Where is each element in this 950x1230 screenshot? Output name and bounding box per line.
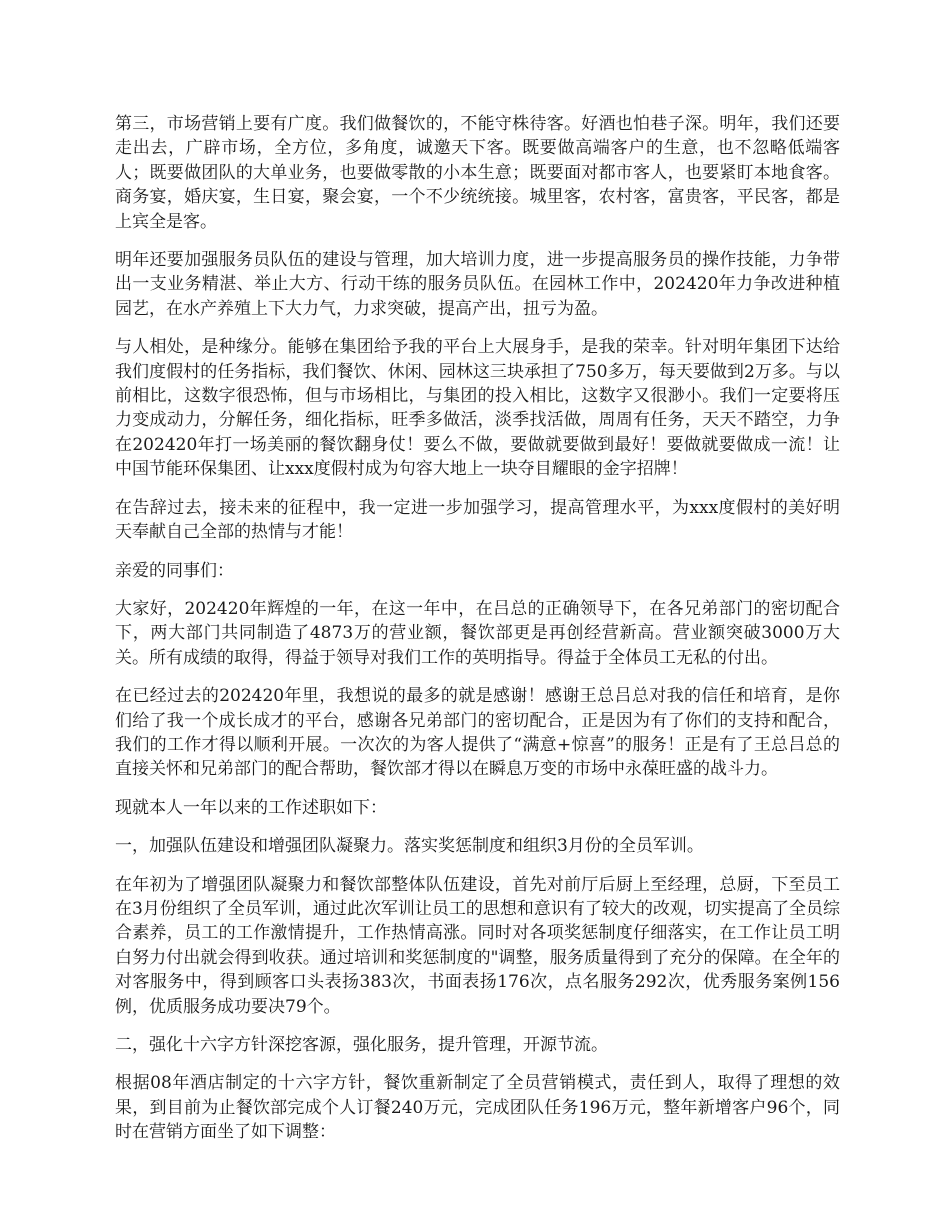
- paragraph-report-intro: 现就本人一年以来的工作述职如下：: [115, 797, 387, 818]
- paragraph-staff-training: 明年还要加强服务员队伍的建设与管理，加大培训力度，进一步提高服务员的操作技能，力争带出一支业务精湛、举止大方、行动干练的服务员队伍。在园林工作中，202420年力争改进种植园艺，在水产养殖上下大力气，力求突破，提高产出，扭亏为盈。: [115, 250, 840, 319]
- paragraph-commitment: 在告辞过去，接未来的征程中，我一定进一步加强学习，提高管理水平，为xxx度假村的美好明天奉献自己全部的热情与才能！: [115, 497, 840, 543]
- paragraph-sales-results: 根据08年酒店制定的十六字方针，餐饮重新制定了全员营销模式，责任到人，取得了理想的效果，到目前为止餐饮部完成个人订餐240万元，完成团队任务196万元，整年新增客户96个，同时在营销方面坐了如下调整：: [115, 1073, 840, 1143]
- paragraph-task-targets: 与人相处，是种缘分。能够在集团给予我的平台上大展身手，是我的荣幸。针对明年集团下达给我们度假村的任务指标，我们餐饮、休闲、园林这三块承担了750多万，每天要做到2万多。与以前相比，这数字很恐怖，但与市场相比，与集团的投入相比，这数字又很渺小。我们一定要将压力变成动力，分解任务，细化指标，旺季多做活，淡季找活做，周周有任务，天天不踏空，力争在202420年打一场美丽的餐饮翻身仗！要么不做，要做就要做到最好！要做就要做成一流！让中国节能环保集团、让xxx度假村成为句容大地上一块夺目耀眼的金字招牌！: [115, 337, 840, 480]
- paragraph-marketing-breadth: 第三，市场营销上要有广度。我们做餐饮的，不能守株待客。好酒也怕巷子深。明年，我们还要走出去，广辟市场，全方位，多角度，诚邀天下客。既要做高端客户的生意，也不忽略低端客人；既要做团队的大单业务，也要做零散的小本生意；既要面对都市客人，也要紧盯本地食客。商务宴，婚庆宴，生日宴，聚会宴，一个不少统统接。城里客，农村客，富贵客，平民客，都是上宾全是客。: [115, 114, 840, 232]
- paragraph-salutation: 亲爱的同事们：: [115, 560, 234, 581]
- document-page: [115, 112, 840, 1159]
- paragraph-military-training: 在年初为了增强团队凝聚力和餐饮部整体队伍建设，首先对前厅后厨上至经理，总厨，下至员工在3月份组织了全员军训，通过此次军训让员工的思想和意识有了较大的改观，切实提高了全员综合素养，员工的工作激情提升，工作热情高涨。同时对各项奖惩制度仔细落实，在工作让员工明白努力付出就会得到收获。通过培训和奖惩制度的"调整，服务质量得到了充分的保障。在全年的对客服务中，得到顾客口头表扬383次，书面表扬176次，点名服务292次，优秀服务案例156例，优质服务成功要决79个。: [115, 874, 840, 1017]
- paragraph-greeting-results: 大家好，202420年辉煌的一年，在这一年中，在吕总的正确领导下，在各兄弟部门的密切配合下，两大部门共同制造了4873万的营业额，餐饮部更是再创经营新高。营业额突破3000万大关。所有成绩的取得，得益于领导对我们工作的英明指导。得益于全体员工无私的付出。: [115, 598, 840, 668]
- paragraph-heading-sixteen-principles: 二，强化十六字方针深挖客源，强化服务，提升管理，开源节流。: [115, 1035, 608, 1055]
- paragraph-heading-team-building: 一，加强队伍建设和增强团队凝聚力。落实奖惩制度和组织3月份的全员军训。: [115, 836, 704, 857]
- paragraph-thanks: 在已经过去的202420年里，我想说的最多的就是感谢！感谢王总吕总对我的信任和培育，是你们给了我一个成长成才的平台，感谢各兄弟部门的密切配合，正是因为有了你们的支持和配合，我们的工作才得以顺利开展。一次次的为客人提供了“满意+惊喜”的服务！正是有了王总吕总的直接关怀和兄弟部门的配合帮助，餐饮部才得以在瞬息万变的市场中永葆旺盛的战斗力。: [115, 686, 840, 780]
